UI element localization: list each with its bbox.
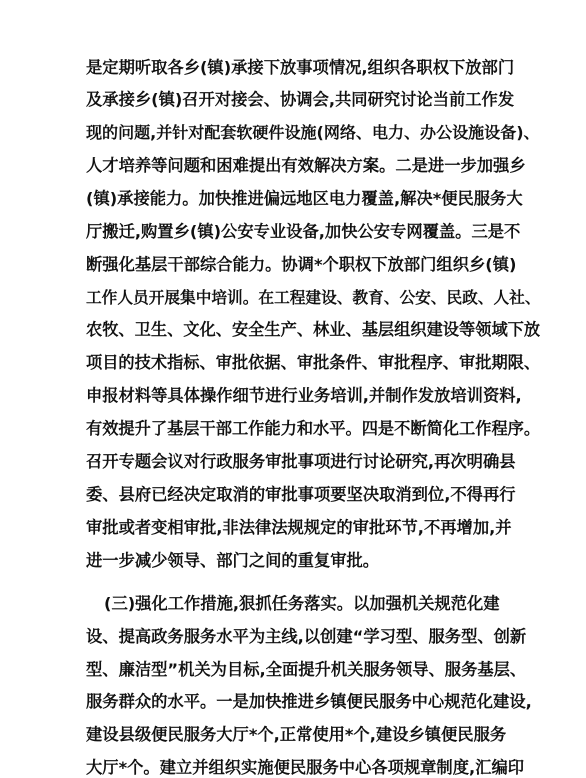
text-line: 委、县府已经决定取消的审批事项要坚决取消到位,不得再行 xyxy=(86,485,516,504)
text-line: 现的问题,并针对配套软硬件设施(网络、电力、办公设施设备)、 xyxy=(86,123,540,142)
text-line: 工作人员开展集中培训。在工程建设、教育、公安、民政、人社、 xyxy=(86,288,541,307)
text-line: 申报材料等具体操作细节进行业务培训,并制作发放培训资料, xyxy=(86,386,522,405)
text-line: 建设县级便民服务大厅*个,正常使用*个,建设乡镇便民服务 xyxy=(86,725,507,744)
text-line: 农牧、卫生、文化、安全生产、林业、基层组织建设等领域下放 xyxy=(86,320,541,339)
text-line: 设、提高政务服务水平为主线,以创建“学习型、服务型、创新 xyxy=(86,627,527,646)
text-line: 服务群众的水平。一是加快推进乡镇便民服务中心规范化建设, xyxy=(86,692,532,711)
text-line: 及承接乡(镇)召开对接会、协调会,共同研究讨论当前工作发 xyxy=(86,90,515,109)
text-line: 是定期听取各乡(镇)承接下放事项情况,组织各职权下放部门 xyxy=(86,58,515,77)
text-line: 项目的技术指标、审批依据、审批条件、审批程序、审批期限、 xyxy=(86,353,541,372)
text-line: 进一步减少领导、部门之间的重复审批。 xyxy=(86,551,380,570)
text-line: 人才培养等问题和困难提出有效解决方案。二是进一步加强乡 xyxy=(86,156,526,175)
text-line: 审批或者变相审批,非法律法规规定的审批环节,不再增加,并 xyxy=(86,518,512,537)
text-line: (三)强化工作措施,狠抓任务落实。以加强机关规范化建 xyxy=(104,594,500,613)
text-line: (镇)承接能力。加快推进偏远地区电力覆盖,解决*便民服务大 xyxy=(86,189,523,208)
text-line: 有效提升了基层干部工作能力和水平。四是不断简化工作程序。 xyxy=(86,419,541,438)
text-line: 厅搬迁,购置乡(镇)公安专业设备,加快公安专网覆盖。三是不 xyxy=(86,222,521,241)
text-line: 大厅*个。建立并组织实施便民服务中心各项规章制度,汇编印 xyxy=(86,758,525,777)
text-line: 召开专题会议对行政服务审批事项进行讨论研究,再次明确县 xyxy=(86,452,516,471)
text-line: 型、廉洁型”机关为目标,全面提升机关服务领导、服务基层、 xyxy=(86,660,527,679)
text-line: 断强化基层干部综合能力。协调*个职权下放部门组织乡(镇) xyxy=(86,255,517,274)
